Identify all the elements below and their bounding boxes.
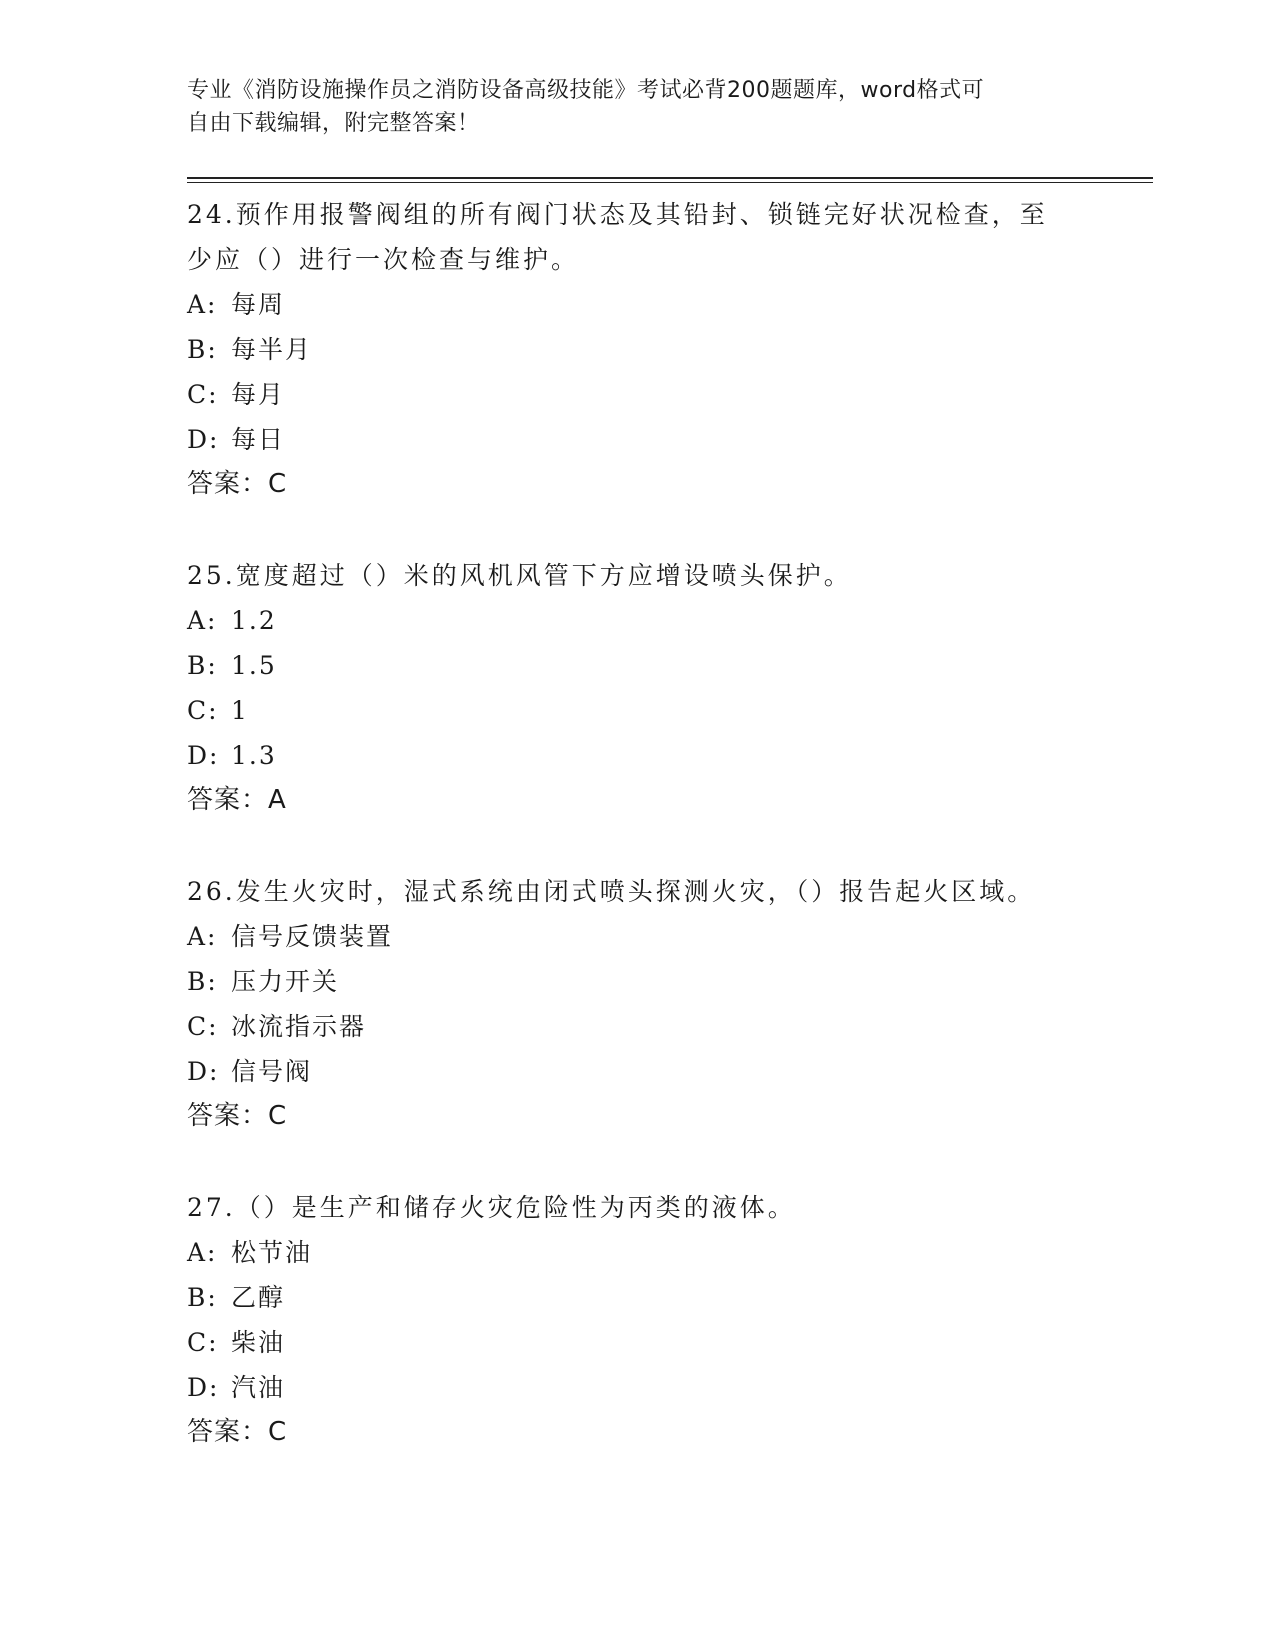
option-text: 乙醇 <box>231 1283 286 1312</box>
answer-line: 答案：C <box>187 1417 288 1447</box>
option-letter: B: <box>187 335 218 364</box>
option-letter: D: <box>187 1057 220 1086</box>
question-stem-line: 24.预作用报警阀组的所有阀门状态及其铅封、锁链完好状况检查，至 <box>187 200 1048 229</box>
option-b <box>187 959 1087 1004</box>
option-c <box>187 1320 1087 1365</box>
option-b <box>187 1275 1087 1320</box>
option-a <box>187 598 1087 643</box>
option-letter: B: <box>187 967 218 996</box>
option-text: 柴油 <box>231 1328 286 1357</box>
header-line-2: 自由下载编辑，附完整答案！ <box>187 111 480 136</box>
option-letter: B: <box>187 651 218 680</box>
option-letter: A: <box>187 606 218 635</box>
option-letter: C: <box>187 1328 219 1357</box>
option-text: 冰流指示器 <box>231 1012 367 1041</box>
answer-line: 答案：C <box>187 1101 288 1131</box>
header-rule-thin <box>187 182 1153 183</box>
option-a <box>187 282 1087 327</box>
option-c <box>187 1004 1087 1049</box>
option-text: 汽油 <box>231 1373 286 1402</box>
option-letter: D: <box>187 425 220 454</box>
question-stem-line: 25.宽度超过（）米的风机风管下方应增设喷头保护。 <box>187 561 852 590</box>
document-header <box>187 74 1087 140</box>
answer-line: 答案：C <box>187 469 288 499</box>
option-text: 信号反馈装置 <box>231 922 394 951</box>
option-d <box>187 1365 1087 1410</box>
option-text: 每日 <box>231 425 286 454</box>
option-text: 1.2 <box>231 606 277 635</box>
option-letter: C: <box>187 696 219 725</box>
question-list <box>187 192 1087 1501</box>
option-b <box>187 327 1087 372</box>
option-letter: D: <box>187 741 220 770</box>
option-d <box>187 1049 1087 1094</box>
option-letter: D: <box>187 1373 220 1402</box>
question-stem-line: 27.（）是生产和储存火灾危险性为丙类的液体。 <box>187 1193 796 1222</box>
option-c <box>187 688 1087 733</box>
option-text: 压力开关 <box>231 967 340 996</box>
option-letter: B: <box>187 1283 218 1312</box>
option-c <box>187 372 1087 417</box>
option-letter: C: <box>187 380 219 409</box>
option-d <box>187 733 1087 778</box>
option-letter: C: <box>187 1012 219 1041</box>
option-b <box>187 643 1087 688</box>
option-letter: A: <box>187 1238 218 1267</box>
option-d <box>187 417 1087 462</box>
option-letter: A: <box>187 290 218 319</box>
question-24 <box>187 192 1087 507</box>
question-27 <box>187 1185 1087 1455</box>
header-rule-thick <box>187 177 1153 179</box>
option-a <box>187 914 1087 959</box>
option-letter: A: <box>187 922 218 951</box>
option-text: 信号阀 <box>231 1057 313 1086</box>
question-stem-line: 少应（）进行一次检查与维护。 <box>187 245 580 274</box>
option-text: 每半月 <box>231 335 313 364</box>
question-26 <box>187 869 1087 1139</box>
option-text: 每月 <box>231 380 286 409</box>
answer-line: 答案：A <box>187 785 287 815</box>
option-text: 松节油 <box>231 1238 313 1267</box>
question-stem-line: 26.发生火灾时，湿式系统由闭式喷头探测火灾，（）报告起火区域。 <box>187 877 1036 906</box>
option-text: 1.3 <box>231 741 277 770</box>
question-25 <box>187 553 1087 823</box>
option-text: 1.5 <box>231 651 277 680</box>
option-text: 每周 <box>231 290 286 319</box>
option-text: 1 <box>231 696 249 725</box>
option-a <box>187 1230 1087 1275</box>
header-line-1: 专业《消防设施操作员之消防设备高级技能》考试必背200题题库，word格式可 <box>187 78 985 103</box>
